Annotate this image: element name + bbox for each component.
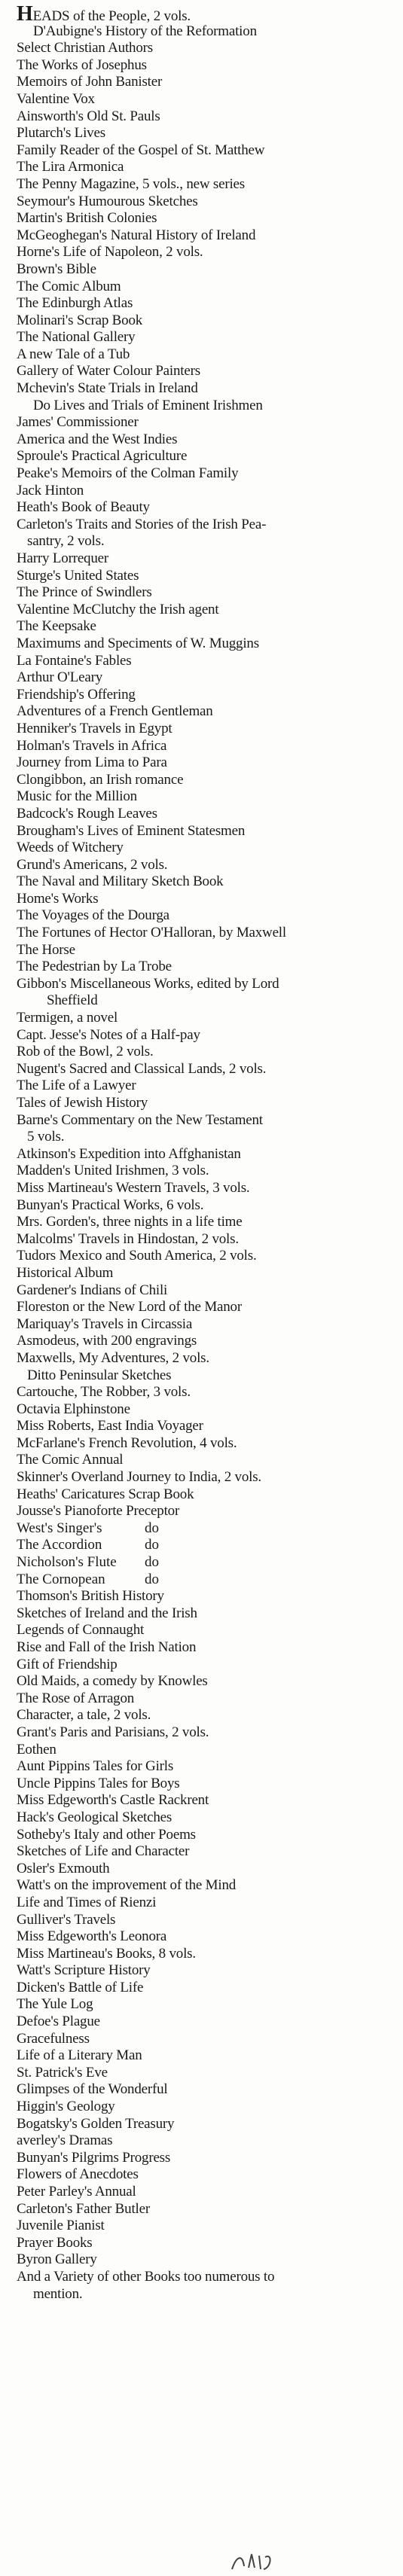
book-entry: Valentine McClutchy the Irish agent (17, 601, 219, 617)
listing-header (17, 6, 399, 23)
book-listing-column (17, 6, 399, 2303)
book-entry: Carleton's Father Butler (17, 2200, 150, 2217)
book-entry: Mariquay's Travels in Circassia (17, 1315, 193, 1332)
book-entry: Hack's Geological Sketches (17, 1809, 172, 1825)
book-entry: Sotheby's Italy and other Poems (17, 1826, 196, 1843)
book-entry: Bunyan's Practical Works, 6 vols. (17, 1197, 204, 1213)
book-list-part-1 (17, 23, 399, 1520)
book-entry: Miss Edgeworth's Leonora (17, 1928, 167, 1945)
book-entry: St. Patrick's Eve (17, 2064, 108, 2081)
book-entry: Rise and Fall of the Irish Nation (17, 1639, 197, 1655)
book-entry: Watt's Scripture History (17, 1962, 151, 1979)
book-entry: Select Christian Authors (17, 40, 153, 56)
book-entry: Gracefulness (17, 2030, 90, 2047)
header-text: EADS of the People, 2 vols. (32, 8, 191, 23)
book-entry: Maxwells, My Adventures, 2 vols. (17, 1349, 209, 1366)
book-entry: Music for the Million (17, 788, 137, 805)
book-entry: Madden's United Irishmen, 3 vols. (17, 1163, 209, 1179)
book-entry: The Pedestrian by La Trobe (17, 959, 172, 975)
book-entry: Peter Parley's Annual (17, 2184, 136, 2200)
book-list-part-2 (17, 1588, 399, 2303)
book-entry: Juvenile Pianist (17, 2218, 105, 2234)
book-entry: McGeoghegan's Natural History of Ireland (17, 227, 256, 243)
book-entry: Carleton's Traits and Stories of the Irish Pea- (17, 516, 267, 532)
book-entry: Capt. Jesse's Notes of a Half-pay (17, 1026, 200, 1043)
book-entry: Legends of Connaught (17, 1622, 145, 1639)
book-entry: Gulliver's Travels (17, 1911, 116, 1928)
handwritten-mark (226, 2550, 309, 2574)
book-entry: Life of a Literary Man (17, 2047, 142, 2064)
book-entry: Badcock's Rough Leaves (17, 805, 157, 822)
book-entry: Miss Edgeworth's Castle Rackrent (17, 1792, 209, 1809)
book-entry: The Life of a Lawyer (17, 1078, 136, 1094)
book-entry: The Prince of Swindlers (17, 584, 152, 601)
ditto-entry (17, 1554, 399, 1572)
book-entry: Bogatsky's Golden Treasury (17, 2115, 175, 2132)
book-entry: Heaths' Caricatures Scrap Book (17, 1486, 194, 1502)
book-entry: Clongibbon, an Irish romance (17, 771, 184, 788)
book-entry: Brown's Bible (17, 261, 96, 277)
book-entry: Molinari's Scrap Book (17, 312, 143, 328)
book-entry: Heath's Book of Beauty (17, 499, 150, 516)
book-entry: Sproule's Practical Agriculture (17, 448, 188, 465)
book-entry: Valentine Vox (17, 90, 95, 107)
book-entry: Tudors Mexico and South America, 2 vols. (17, 1248, 257, 1264)
book-entry: Historical Album (17, 1264, 114, 1281)
book-entry: Weeds of Witchery (17, 840, 124, 856)
book-entry: Rob of the Bowl, 2 vols. (17, 1044, 154, 1060)
book-entry: The Works of Josephus (17, 56, 147, 73)
book-entry: The Yule Log (17, 1996, 93, 2013)
book-entry: Gallery of Water Colour Painters (17, 363, 200, 380)
book-entry: Glimpses of the Wonderful (17, 2081, 168, 2098)
book-entry: Osler's Exmouth (17, 1860, 110, 1876)
book-entry: Martin's British Colonies (17, 210, 157, 227)
book-entry: Flowers of Anecdotes (17, 2166, 139, 2183)
book-entry: Peake's Memoirs of the Colman Family (17, 465, 239, 482)
book-entry: Plutarch's Lives (17, 125, 105, 142)
book-entry: Sketches of Life and Character (17, 1843, 190, 1860)
book-entry: And a Variety of other Books too numerous to (17, 2268, 275, 2285)
book-entry: Asmodeus, with 200 engravings (17, 1333, 197, 1349)
ditto-mark: do (145, 1520, 159, 1536)
book-entry: Maximums and Speciments of W. Muggins (17, 635, 259, 651)
book-entry: Ainsworth's Old St. Pauls (17, 108, 160, 124)
book-entry: Brougham's Lives of Eminent Statesmen (17, 822, 246, 839)
ditto-entry (17, 1520, 399, 1538)
book-entry: Atkinson's Expedition into Affghanistan (17, 1145, 241, 1162)
book-entry: Dicken's Battle of Life (17, 1979, 144, 1995)
book-entry: Old Maids, a comedy by Knowles (17, 1673, 208, 1690)
book-entry: Octavia Elphinstone (17, 1401, 130, 1417)
book-entry: Miss Martineau's Books, 8 vols. (17, 1945, 196, 1962)
book-entry: Character, a tale, 2 vols. (17, 1707, 151, 1724)
book-entry: The Keepsake (17, 618, 96, 635)
music-ditto-list (17, 1520, 399, 1588)
book-entry: La Fontaine's Fables (17, 652, 132, 669)
book-entry: Higgin's Geology (17, 2099, 115, 2115)
book-entry: Horne's Life of Napoleon, 2 vols. (17, 244, 203, 261)
book-entry: Seymour's Humourous Sketches (17, 193, 198, 209)
book-entry: Termigen, a novel (17, 1010, 118, 1026)
ditto-title: West's Singer's (17, 1520, 102, 1536)
book-entry: The National Gallery (17, 329, 136, 346)
book-entry: Harry Lorrequer (17, 550, 109, 566)
book-entry: Byron Gallery (17, 2251, 97, 2268)
book-entry: averley's Dramas (17, 2132, 113, 2149)
book-entry: Life and Times of Rienzi (17, 1894, 157, 1910)
book-entry: McFarlane's French Revolution, 4 vols. (17, 1434, 237, 1451)
book-entry: D'Aubigne's History of the Reformation (33, 23, 257, 39)
book-entry: Uncle Pippins Tales for Boys (17, 1775, 180, 1791)
book-entry: Skinner's Overland Journey to India, 2 vols. (17, 1469, 261, 1486)
book-entry: Tales of Jewish History (17, 1095, 148, 1111)
book-entry: mention. (33, 2285, 83, 2302)
book-entry: Sturge's United States (17, 567, 139, 584)
book-entry: The Comic Album (17, 278, 121, 294)
book-entry: Thomson's British History (17, 1588, 164, 1605)
book-entry: Prayer Books (17, 2234, 93, 2251)
book-entry: 5 vols. (27, 1129, 65, 1145)
book-entry: Nugent's Sacred and Classical Lands, 2 vols. (17, 1060, 267, 1077)
book-entry: Memoirs of John Banister (17, 74, 163, 90)
book-entry: Henniker's Travels in Egypt (17, 720, 172, 736)
book-entry: Mrs. Gorden's, three nights in a life time (17, 1214, 243, 1230)
book-entry: Jack Hinton (17, 482, 84, 498)
book-entry: Gibbon's Miscellaneous Works, edited by Lord (17, 975, 279, 992)
book-entry: Defoe's Plague (17, 2014, 100, 2030)
book-entry: Mchevin's State Trials in Ireland (17, 380, 198, 397)
ditto-title: The Cornopean (17, 1571, 105, 1587)
book-entry: Journey from Lima to Para (17, 755, 167, 771)
book-entry: Floreston or the New Lord of the Manor (17, 1299, 242, 1315)
book-entry: Malcolms' Travels in Hindostan, 2 vols. (17, 1230, 239, 1247)
book-entry: Family Reader of the Gospel of St. Matthew (17, 142, 265, 158)
book-entry: The Horse (17, 941, 75, 958)
ditto-title: Nicholson's Flute (17, 1554, 117, 1571)
ditto-title: The Accordion (17, 1537, 102, 1553)
book-entry: The Rose of Arragon (17, 1690, 135, 1706)
book-entry: Home's Works (17, 890, 99, 907)
book-entry: The Lira Armonica (17, 159, 124, 175)
book-entry: James' Commissioner (17, 414, 139, 431)
book-entry: The Penny Magazine, 5 vols., new series (17, 175, 245, 192)
book-entry: Bunyan's Pilgrims Progress (17, 2149, 171, 2166)
book-entry: Gardener's Indians of Chili (17, 1282, 168, 1298)
book-entry: Watt's on the improvement of the Mind (17, 1877, 237, 1894)
ditto-entry (17, 1537, 399, 1554)
book-entry: The Fortunes of Hector O'Halloran, by Maxwell (17, 925, 286, 941)
book-entry: Barne's Commentary on the New Testament (17, 1111, 263, 1128)
book-entry: Grund's Americans, 2 vols. (17, 856, 168, 873)
ditto-mark: do (145, 1571, 159, 1587)
book-entry: Ditto Peninsular Sketches (27, 1367, 172, 1383)
book-entry: Holman's Travels in Africa (17, 737, 167, 754)
book-entry: The Naval and Military Sketch Book (17, 873, 224, 890)
ditto-mark: do (145, 1537, 159, 1553)
book-entry: A new Tale of a Tub (17, 346, 130, 362)
book-entry: Cartouche, The Robber, 3 vols. (17, 1384, 191, 1401)
book-entry: santry, 2 vols. (27, 533, 105, 550)
book-entry: Gift of Friendship (17, 1656, 118, 1672)
ditto-entry (17, 1572, 399, 1589)
book-entry: Eothen (17, 1741, 56, 1757)
book-entry: Miss Martineau's Western Travels, 3 vols. (17, 1179, 250, 1196)
book-entry: The Voyages of the Dourga (17, 907, 169, 924)
book-entry: Grant's Paris and Parisians, 2 vols. (17, 1724, 209, 1740)
book-entry: Sheffield (47, 992, 98, 1009)
book-entry: The Comic Annual (17, 1452, 124, 1468)
book-entry: Adventures of a French Gentleman (17, 703, 213, 720)
drop-cap: H (17, 6, 33, 23)
book-entry: Aunt Pippins Tales for Girls (17, 1758, 174, 1775)
book-entry: Arthur O'Leary (17, 669, 103, 686)
ditto-mark: do (145, 1554, 159, 1571)
book-entry: The Edinburgh Atlas (17, 295, 133, 312)
book-entry: Friendship's Offering (17, 686, 136, 703)
book-entry: Sketches of Ireland and the Irish (17, 1605, 197, 1621)
book-entry: Jousse's Pianoforte Preceptor (17, 1503, 180, 1520)
book-entry: Do Lives and Trials of Eminent Irishmen (33, 397, 263, 413)
book-entry: Miss Roberts, East India Voyager (17, 1418, 203, 1434)
book-entry: America and the West Indies (17, 431, 178, 447)
